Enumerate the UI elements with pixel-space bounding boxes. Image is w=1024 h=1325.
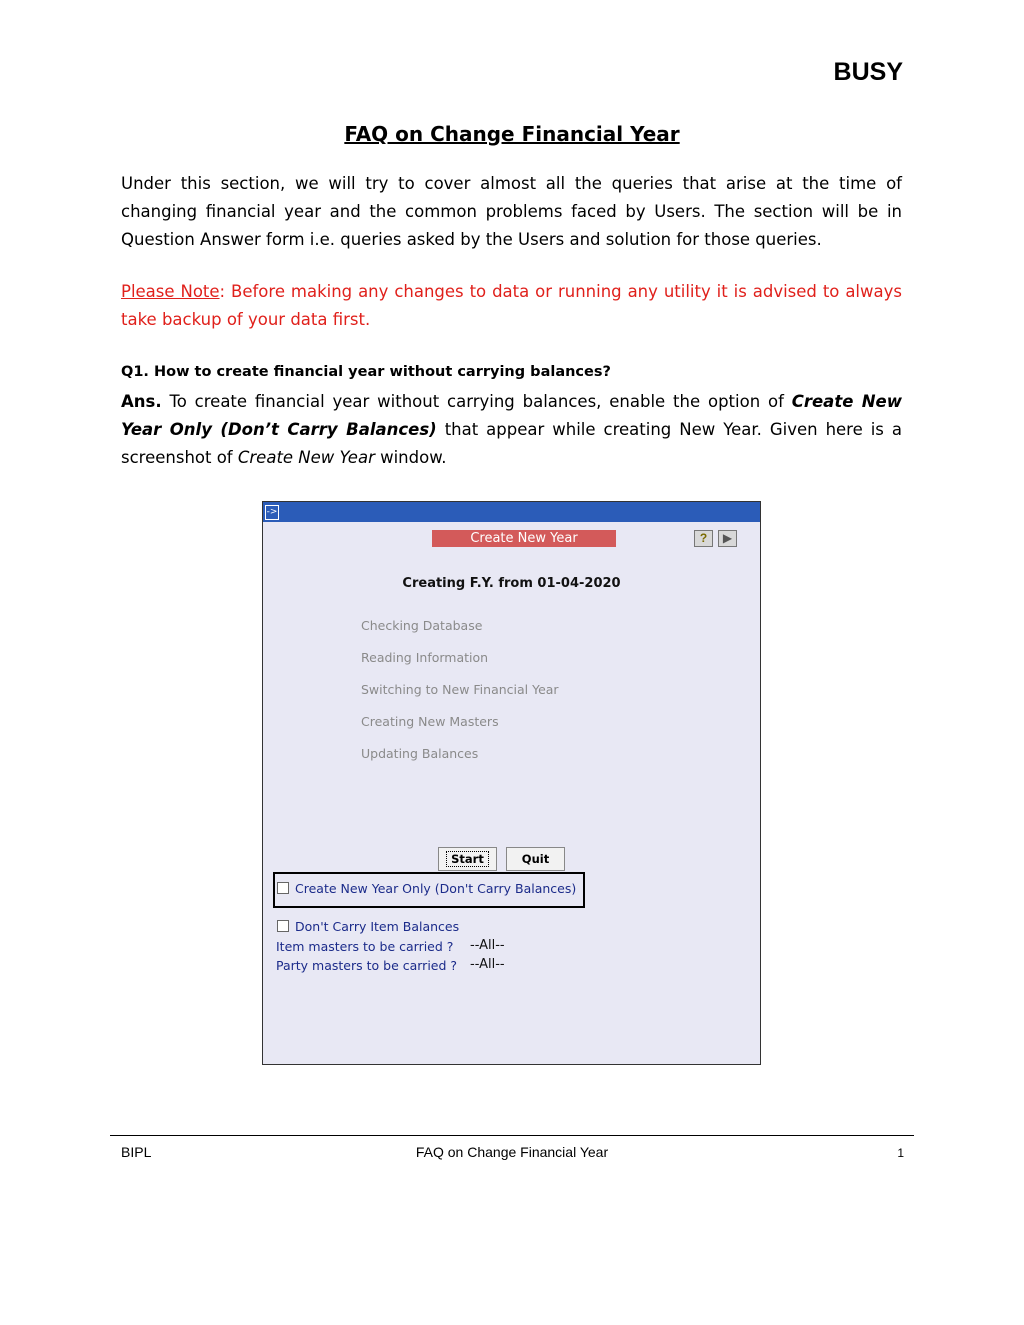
step-checking-database: Checking Database: [361, 618, 483, 633]
step-reading-information: Reading Information: [361, 650, 489, 665]
quit-button[interactable]: Quit: [506, 847, 565, 871]
step-creating-masters: Creating New Masters: [361, 714, 499, 729]
answer-text-2: that appear while creating New Year. Given here is a screenshot of: [121, 420, 902, 467]
window-titlebar: [263, 502, 760, 522]
step-updating-balances: Updating Balances: [361, 746, 479, 761]
help-icon[interactable]: ?: [694, 530, 713, 547]
page-number: 1: [897, 1146, 904, 1160]
fy-heading: Creating F.Y. from 01-04-2020: [402, 576, 621, 591]
dont-carry-item-balances-label: Don't Carry Item Balances: [295, 919, 460, 934]
party-masters-value[interactable]: --All--: [470, 957, 505, 972]
answer-text-3: window.: [374, 448, 447, 467]
question-1: Q1. How to create financial year without carrying balances?: [121, 364, 611, 380]
brand-header: BUSY: [833, 58, 903, 86]
window-title: Create New Year: [432, 530, 616, 547]
checkbox-icon: [277, 882, 289, 894]
window-menu-icon[interactable]: ->: [265, 505, 279, 520]
start-button[interactable]: [438, 847, 497, 871]
create-new-year-screenshot: [262, 501, 761, 1065]
footer-title: FAQ on Change Financial Year: [415, 1144, 609, 1160]
create-new-year-only-label: Create New Year Only (Don't Carry Balances): [295, 881, 577, 896]
party-masters-label: Party masters to be carried ?: [276, 958, 458, 973]
play-icon[interactable]: ▶: [718, 530, 737, 547]
footer-company: BIPL: [121, 1144, 152, 1160]
start-label: Start: [446, 851, 489, 867]
note-label: Please Note: [121, 282, 220, 301]
note-paragraph: [121, 278, 902, 334]
answer-1: [121, 388, 902, 472]
answer-label: Ans.: [121, 392, 162, 411]
step-switching-year: Switching to New Financial Year: [361, 682, 559, 697]
item-masters-label: Item masters to be carried ?: [276, 939, 454, 954]
checkbox-icon: [277, 920, 289, 932]
intro-paragraph: Under this section, we will try to cover almost all the queries that arise at the time of changing financial year and the common problems faced by Users. The section will be in Question Answer form i.e. queries asked by the Users and solution for those queries.: [121, 174, 902, 249]
dont-carry-item-balances-checkbox[interactable]: [277, 919, 459, 934]
answer-option-name: Create New Year Only (Don’t Carry Balances): [121, 392, 902, 439]
answer-text-1: To create financial year without carrying balances, enable the option of: [161, 392, 792, 411]
item-masters-value[interactable]: --All--: [470, 938, 505, 953]
note-text: : Before making any changes to data or running any utility it is advised to always take backup of your data first.: [121, 282, 902, 329]
footer-divider: [110, 1135, 914, 1136]
answer-window-name: Create New Year: [237, 448, 375, 467]
document-title: FAQ on Change Financial Year: [344, 122, 680, 146]
create-new-year-only-checkbox[interactable]: [277, 881, 576, 896]
